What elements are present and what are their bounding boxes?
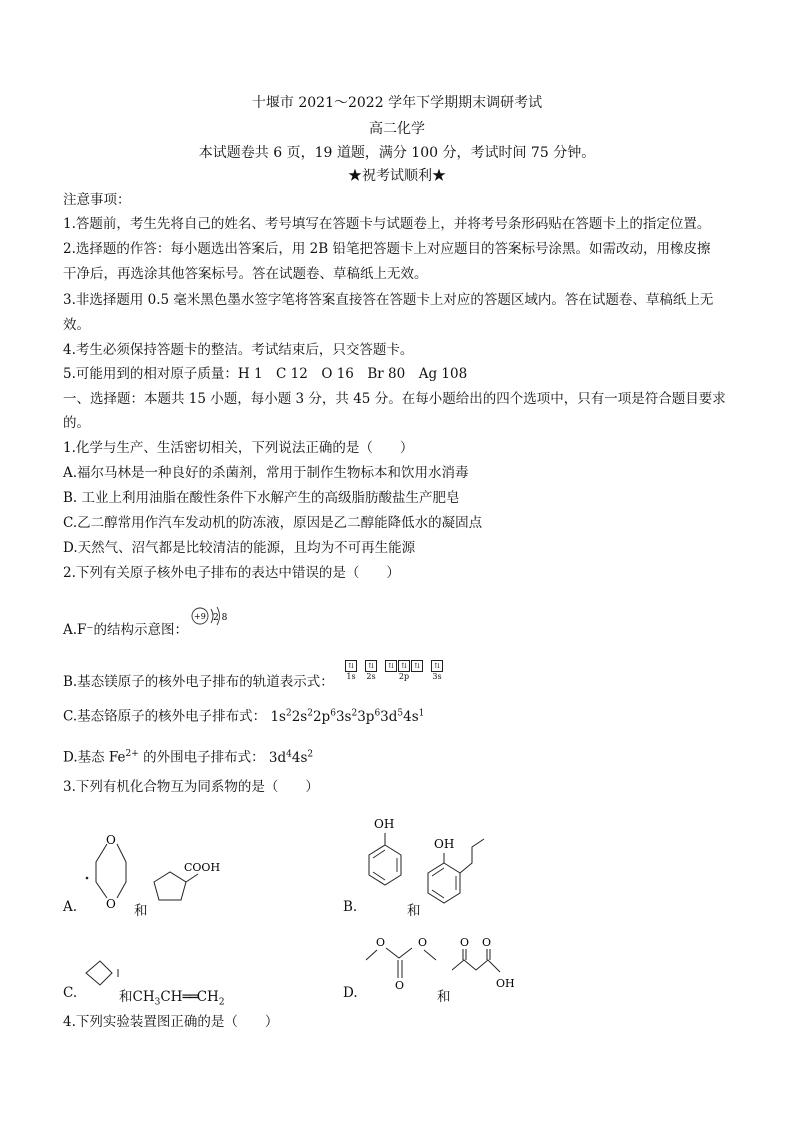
q4-stem: 4.下列实验装置图正确的是（ ） <box>63 1014 279 1030</box>
q1-option-b: B. 工业上利用油脂在酸性条件下水解产生的高级脂肪酸盐生产肥皂 <box>63 490 460 506</box>
q2-option-d: D.基态 $Fe^{2+}$ 的外围电子排布式： $3d^44s^2$ <box>63 749 314 766</box>
svg-text:O: O <box>395 979 405 992</box>
dioxane-oxygen-top: O <box>106 833 116 847</box>
note-5: 5.可能用到的相对原子质量：H 1 C 12 O 16 Br 80 Ag 108 <box>63 366 468 382</box>
exam-title: 十堰市 2021～2022 学年下学期期末调研考试 <box>251 95 543 111</box>
note-1: 1.答题前，考生先将自己的姓名、考号填写在答题卡与试题卷上，并将考号条形码贴在答题卡上的指定位置。 <box>63 216 711 232</box>
note-4: 4.考生必须保持答题卡的整洁。考试结束后，只交答题卡。 <box>63 342 414 358</box>
section-1-heading-b: 的。 <box>63 415 90 431</box>
q3-d-and: 和 <box>437 989 451 1005</box>
orbital-label-3s: 3s <box>432 672 442 681</box>
notes-heading: 注意事项： <box>63 192 131 208</box>
acid-oh: OH <box>496 977 515 990</box>
q1-option-c: C.乙二醇常用作汽车发动机的防冻液，原因是乙二醇能降低水的凝固点 <box>63 515 483 531</box>
q2-stem: 2.下列有关原子核外电子排布的表达中错误的是（ ） <box>63 565 400 581</box>
q1-stem: 1.化学与生产、生活密切相关，下列说法正确的是（ ） <box>63 440 414 456</box>
q3-option-d-label: D. <box>343 985 358 1001</box>
fe-outer-config: $3d^44s^2$ <box>268 749 314 766</box>
methylcyclobutane <box>82 957 122 991</box>
q3-option-a-label: A. <box>63 899 78 915</box>
exam-info: 本试题卷共 6 页，19 道题，满分 100 分，考试时间 75 分钟。 <box>198 145 596 161</box>
q1-option-d: D.天然气、沼气都是比较清洁的能源，且均为不可再生能源 <box>63 540 416 556</box>
dioxane-oxygen-bottom: O <box>106 897 116 911</box>
note-2a: 2.选择题的作答：每小题选出答案后，用 2B 铅笔把答题卡上对应题目的答案标号涂黑。如需改动，用橡皮擦 <box>63 241 711 257</box>
q3-option-b-label: B. <box>343 899 358 915</box>
orbital-box-1s: ⇅ <box>345 660 357 672</box>
note-3b: 效。 <box>63 317 90 333</box>
dioxane-and-cyclopentane-carboxylic-acid <box>84 830 234 915</box>
q2-option-a-label: A.F⁻的结构示意图： <box>63 622 189 638</box>
orbital-label-2s: 2s <box>366 672 376 681</box>
cr-electron-config: $1s^22s^22p^63s^23p^63d^54s^1$ <box>270 708 425 725</box>
propylphenol-oh: OH <box>434 837 455 851</box>
q2-option-b-label: B.基态镁原子的核外电子排布的轨道表示式： <box>63 674 334 690</box>
q2-option-a <box>63 620 753 640</box>
q3-b-and: 和 <box>407 903 421 919</box>
section-1-heading-a: 一、选择题：本题共 15 小题，每小题 3 分，共 45 分。在每小题给出的四个选项中，只有一项是符合题目要求 <box>63 391 726 407</box>
dimethyl-carbonate <box>362 932 442 992</box>
mg-orbital-diagram <box>345 660 443 681</box>
q1-option-a: A.福尔马林是一种良好的杀菌剂，常用于制作生物标本和饮用水消毒 <box>63 465 469 481</box>
q3-c-and-propene: 和$CH_3CH══CH_2$ <box>119 989 225 1008</box>
q2-option-d-label: D.基态 Fe <box>63 749 126 766</box>
phenol-oh: OH <box>374 817 395 831</box>
svg-text:O: O <box>418 936 428 949</box>
q2-option-c-label: C.基态铬原子的核外电子排布式： <box>63 708 267 725</box>
svg-text:O: O <box>460 936 470 949</box>
exam-subject: 高二化学 <box>369 121 425 137</box>
svg-text:O: O <box>376 936 386 949</box>
q3-a-and: 和 <box>134 903 148 919</box>
orbital-box-3s: ⇅ <box>431 660 443 672</box>
phenol-and-propylphenol <box>360 815 490 915</box>
orbital-boxes-2p: ⇅ ⇅ ⇅ <box>385 660 423 672</box>
orbital-label-2p: 2p <box>398 672 410 681</box>
note-3a: 3.非选择题用 0.5 毫米黑色墨水签字笔将答案直接答在答题卡上对应的答题区域内。答在试题卷、草稿纸上无 <box>63 292 714 308</box>
note-2b: 干净后，再选涂其他答案标号。答在试题卷、草稿纸上无效。 <box>63 266 428 282</box>
fluoride-ion-structure-diagram <box>188 600 238 630</box>
svg-text:O: O <box>482 936 492 949</box>
acetoacetic-acid <box>452 932 532 992</box>
q3-option-c-label: C. <box>63 985 78 1001</box>
q3-stem: 3.下列有机化合物互为同系物的是（ ） <box>63 779 319 795</box>
shell-electrons: 2 8 <box>213 613 228 623</box>
nucleus-charge: +9 <box>194 612 206 621</box>
orbital-label-1s: 1s <box>346 672 356 681</box>
orbital-box-2s: ⇅ <box>365 660 377 672</box>
q2-option-c <box>63 703 753 727</box>
cooh-group: COOH <box>184 861 221 874</box>
exam-wish: ★祝考试顺利★ <box>348 168 446 184</box>
